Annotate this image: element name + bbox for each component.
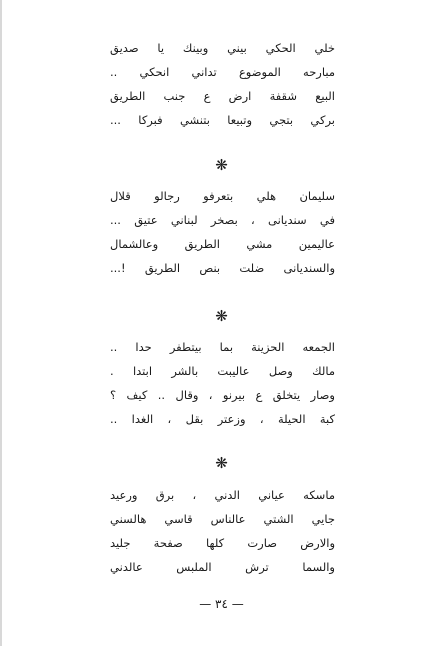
verse-line: والسنديانى ضلت بنص الطريق !... bbox=[110, 261, 335, 275]
verse-line: وصار يتخلق ع بيرنو ، وقال .. كيف ؟ bbox=[110, 388, 335, 402]
verse-line: خلي الحكي بيني وبينك يا صديق bbox=[110, 41, 335, 55]
verse-line: مالك وصل عاليبت بالشر ابتدا . bbox=[110, 364, 335, 378]
verse-line: والارض صارت كلها صفحة جليد bbox=[110, 536, 335, 550]
stanza-2 bbox=[110, 184, 335, 280]
verse-line: ماسكه عياني الدني ، برق ورعيد bbox=[110, 488, 335, 502]
verse-line: سليمان هلي بتعرفو رجالو قلال bbox=[110, 189, 335, 203]
stanza-separator: ❋ bbox=[215, 156, 228, 174]
stanza-separator: ❋ bbox=[215, 307, 228, 325]
verse-line: الجمعه الحزينة بما بيتطفر حدا .. bbox=[110, 340, 335, 354]
verse-line: كبة الحيلة ، وزعتر بقل ، الغدا .. bbox=[110, 412, 335, 426]
verse-line: بركي بتجي وتبيعا بتنشي فبركا ... bbox=[110, 113, 335, 127]
stanza-1 bbox=[110, 36, 335, 132]
stanza-3 bbox=[110, 335, 335, 431]
verse-line: مبارحه الموضوع تداني انحكي .. bbox=[110, 65, 335, 79]
page-number: — ٣٤ — bbox=[199, 597, 244, 611]
verse-line: في سنديانى ، بصخر لبناني عتيق ... bbox=[110, 213, 335, 227]
verse-line: عاليمين مشي الطريق وعالشمال bbox=[110, 237, 335, 251]
verse-line: البيع شقفة ارض ع جنب الطريق bbox=[110, 89, 335, 103]
verse-line: جايي الشتي عالناس قاسي هالسني bbox=[110, 512, 335, 526]
stanza-4 bbox=[110, 483, 335, 579]
stanza-separator: ❋ bbox=[215, 454, 228, 472]
verse-line: والسما ترش الملبس عالدني bbox=[110, 560, 335, 574]
